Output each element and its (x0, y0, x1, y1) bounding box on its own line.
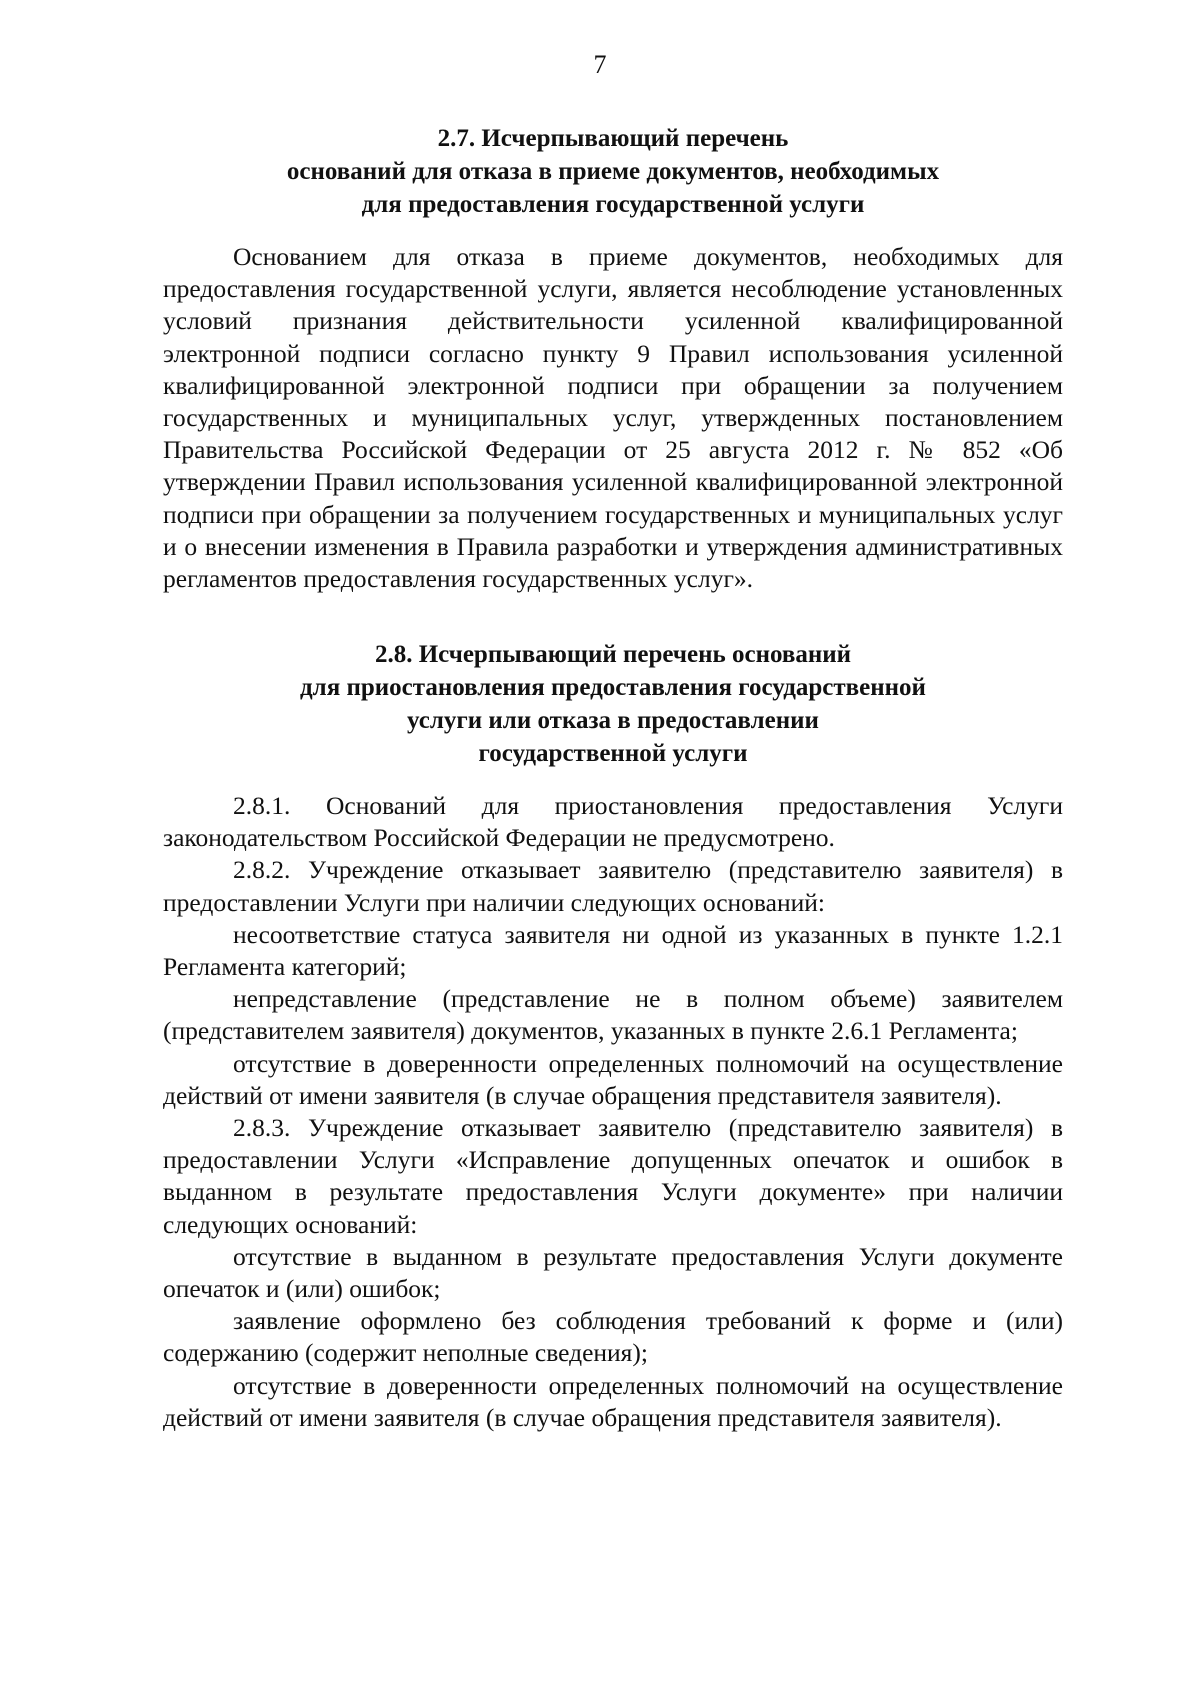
list-item: заявление оформлено без соблюдения требований к форме и (или) содержанию (содержит неполные сведения); (163, 1306, 1063, 1368)
section-2-7-heading (163, 122, 1063, 221)
paragraph-2-8-3: 2.8.3. Учреждение отказывает заявителю (представителю заявителя) в предоставлении Услуги «Исправление допущенных опечаток и ошибок в выданном в результате предоставления Услуги документе» при наличии следующих оснований: (163, 1113, 1063, 1239)
paragraph-2-8-2: 2.8.2. Учреждение отказывает заявителю (представителю заявителя) в предоставлении Услуги при наличии следующих оснований: (163, 855, 1063, 917)
heading-line: 2.8. Исчерпывающий перечень оснований (374, 641, 852, 668)
heading-line: для предоставления государственной услуги (361, 191, 865, 218)
list-item: отсутствие в доверенности определенных полномочий на осуществление действий от имени заявителя (в случае обращения представителя заявителя). (163, 1370, 1063, 1432)
section-2-8-body (163, 790, 1063, 1434)
section-2-7 (163, 122, 1063, 595)
heading-line: услуги или отказа в предоставлении (407, 707, 819, 734)
heading-line: 2.7. Исчерпывающий перечень (437, 125, 789, 152)
list-item: отсутствие в доверенности определенных полномочий на осуществление действий от имени заявителя (в случае обращения представителя заявителя). (163, 1048, 1063, 1110)
paragraph: Основанием для отказа в приеме документов, необходимых для предоставления государственной услуги, является несоблюдение установленных условий признания действительности усиленной квалифицированной электронной подписи согласно пункту 9 Правил использования усиленной квалифицированной электронной подписи при обращении за получением государственных и муниципальных услуг, утвержденных постановлением Правительства Российской Федерации от 25 августа 2012 г. № 852 «Об утверждении Правил использования усиленной квалифицированной электронной подписи при обращении за получением государственных и муниципальных услуг и о внесении изменения в Правила разработки и утверждения административных регламентов предоставления государственных услуг». (163, 242, 1063, 594)
page-number: 7 (593, 50, 607, 79)
list-item: отсутствие в выданном в результате предоставления Услуги документе опечаток и (или) ошибок; (163, 1241, 1063, 1304)
section-2-7-body (163, 241, 1063, 595)
list-item: несоответствие статуса заявителя ни одной из указанных в пункте 1.2.1 Регламента категорий; (163, 919, 1063, 982)
paragraph-2-8-1: 2.8.1. Оснований для приостановления предоставления Услуги законодательством Российской Федерации не предусмотрено. (163, 791, 1063, 853)
heading-line: оснований для отказа в приеме документов, необходимых (286, 158, 940, 185)
section-2-8 (163, 638, 1063, 1434)
list-item: непредставление (представление не в полном объеме) заявителем (представителем заявителя) документов, указанных в пункте 2.6.1 Регламента; (163, 984, 1063, 1046)
section-2-8-heading (163, 638, 1063, 770)
heading-line: государственной услуги (478, 740, 748, 767)
heading-line: для приостановления предоставления государственной (300, 674, 926, 701)
